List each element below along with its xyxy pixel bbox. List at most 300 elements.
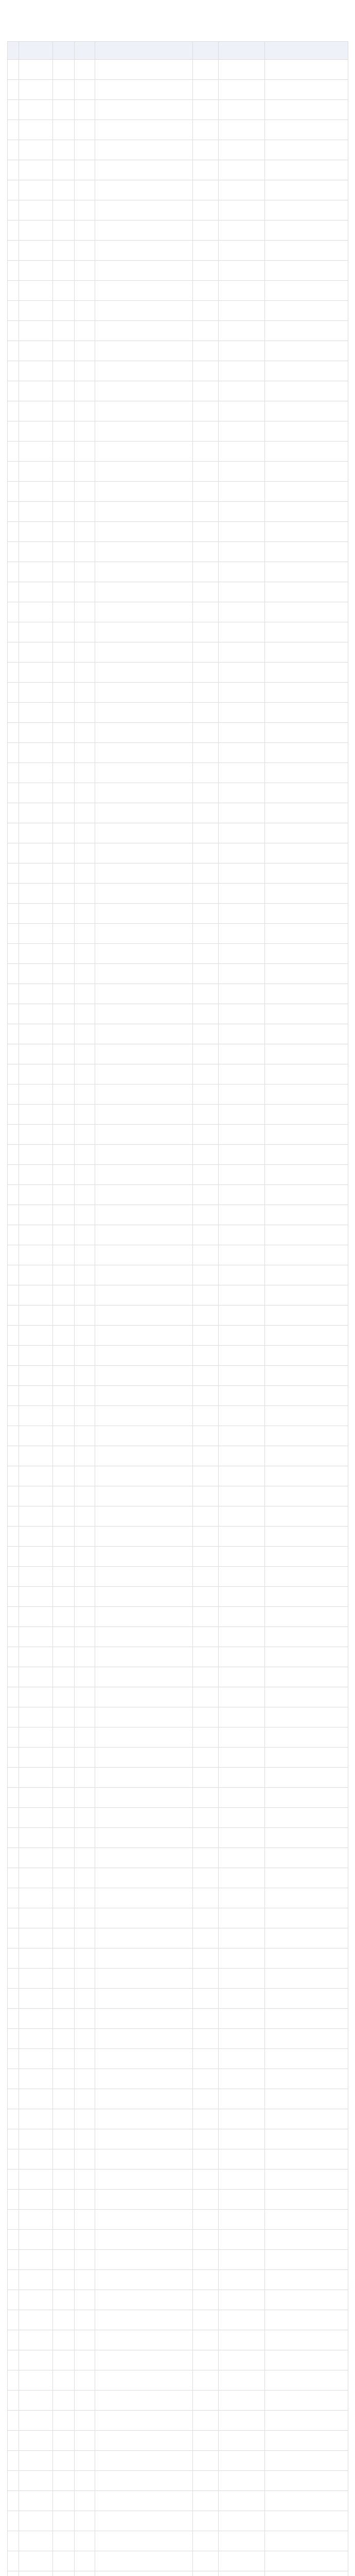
cell-certificate xyxy=(219,1225,265,1245)
cell-code xyxy=(193,1627,219,1647)
cell-date xyxy=(265,1125,348,1145)
cell-type xyxy=(75,421,95,442)
cell-no xyxy=(8,1667,19,1687)
cell-category xyxy=(53,1265,75,1285)
cell-code xyxy=(193,1647,219,1667)
cell-product-name xyxy=(19,1707,53,1727)
cell-product-name xyxy=(19,2149,53,2170)
cell-date xyxy=(265,2170,348,2190)
cell-no xyxy=(8,723,19,743)
cell-category xyxy=(53,1506,75,1527)
cell-certificate xyxy=(219,2190,265,2210)
table-row xyxy=(8,1406,348,1426)
cell-company xyxy=(95,803,193,823)
cell-date xyxy=(265,281,348,301)
table-row xyxy=(8,140,348,160)
cell-company xyxy=(95,763,193,783)
cell-certificate xyxy=(219,1406,265,1426)
cell-no xyxy=(8,602,19,622)
cell-date xyxy=(265,2471,348,2491)
cell-category xyxy=(53,160,75,180)
cell-category xyxy=(53,924,75,944)
cell-type xyxy=(75,2069,95,2089)
cell-date xyxy=(265,602,348,622)
cell-code xyxy=(193,2129,219,2149)
cell-date xyxy=(265,1948,348,1969)
cell-company xyxy=(95,1748,193,1768)
cell-date xyxy=(265,1486,348,1506)
cell-no xyxy=(8,1948,19,1969)
cell-no xyxy=(8,622,19,642)
cell-company xyxy=(95,1948,193,1969)
column-header-date xyxy=(265,42,348,60)
cell-date xyxy=(265,321,348,341)
table-row xyxy=(8,1064,348,1084)
cell-type xyxy=(75,1989,95,2009)
cell-date xyxy=(265,241,348,261)
cell-category xyxy=(53,221,75,241)
cell-type xyxy=(75,2089,95,2109)
cell-no xyxy=(8,482,19,502)
cell-type xyxy=(75,2511,95,2531)
cell-date xyxy=(265,1969,348,1989)
cell-company xyxy=(95,442,193,462)
cell-no xyxy=(8,2531,19,2551)
cell-date xyxy=(265,1084,348,1105)
table-row xyxy=(8,964,348,984)
cell-company xyxy=(95,1406,193,1426)
cell-category xyxy=(53,2009,75,2029)
cell-product-name xyxy=(19,1888,53,1908)
cell-no xyxy=(8,1285,19,1306)
table-row xyxy=(8,884,348,904)
cell-certificate xyxy=(219,602,265,622)
cell-company xyxy=(95,703,193,723)
cell-company xyxy=(95,884,193,904)
cell-no xyxy=(8,1527,19,1547)
cell-date xyxy=(265,1667,348,1687)
cell-type xyxy=(75,1486,95,1506)
cell-company xyxy=(95,984,193,1004)
cell-certificate xyxy=(219,2310,265,2330)
cell-type xyxy=(75,944,95,964)
cell-code xyxy=(193,582,219,602)
cell-type xyxy=(75,1165,95,1185)
cell-code xyxy=(193,1205,219,1225)
cell-certificate xyxy=(219,180,265,200)
cell-category xyxy=(53,723,75,743)
cell-type xyxy=(75,1004,95,1024)
cell-company xyxy=(95,904,193,924)
cell-no xyxy=(8,843,19,863)
cell-type xyxy=(75,602,95,622)
cell-type xyxy=(75,281,95,301)
cell-certificate xyxy=(219,100,265,120)
cell-date xyxy=(265,1567,348,1587)
cell-category xyxy=(53,281,75,301)
cell-type xyxy=(75,582,95,602)
cell-category xyxy=(53,1084,75,1105)
cell-category xyxy=(53,1868,75,1888)
cell-type xyxy=(75,2210,95,2230)
column-header-product-name xyxy=(19,42,53,60)
table-row xyxy=(8,361,348,381)
cell-company xyxy=(95,1928,193,1948)
cell-company xyxy=(95,1768,193,1788)
cell-category xyxy=(53,582,75,602)
cell-type xyxy=(75,1868,95,1888)
cell-type xyxy=(75,100,95,120)
cell-code xyxy=(193,924,219,944)
cell-category xyxy=(53,381,75,401)
table-row xyxy=(8,1527,348,1547)
cell-code xyxy=(193,2571,219,2576)
table-row xyxy=(8,2029,348,2049)
cell-product-name xyxy=(19,1748,53,1768)
table-row xyxy=(8,642,348,663)
cell-certificate xyxy=(219,2270,265,2290)
cell-product-name xyxy=(19,1205,53,1225)
cell-no xyxy=(8,1225,19,1245)
cell-category xyxy=(53,321,75,341)
cell-code xyxy=(193,944,219,964)
cell-certificate xyxy=(219,1506,265,1527)
cell-category xyxy=(53,1446,75,1466)
cell-certificate xyxy=(219,743,265,763)
table-row xyxy=(8,542,348,562)
cell-date xyxy=(265,261,348,281)
cell-date xyxy=(265,1768,348,1788)
cell-product-name xyxy=(19,1064,53,1084)
cell-company xyxy=(95,562,193,582)
cell-code xyxy=(193,1788,219,1808)
cell-type xyxy=(75,1828,95,1848)
cell-company xyxy=(95,1888,193,1908)
cell-no xyxy=(8,1446,19,1466)
cell-code xyxy=(193,1486,219,1506)
cell-date xyxy=(265,1848,348,1868)
cell-company xyxy=(95,120,193,140)
cell-certificate xyxy=(219,1908,265,1928)
cell-no xyxy=(8,1888,19,1908)
cell-product-name xyxy=(19,221,53,241)
cell-code xyxy=(193,2531,219,2551)
cell-no xyxy=(8,1727,19,1748)
cell-category xyxy=(53,442,75,462)
cell-category xyxy=(53,2451,75,2471)
table-row xyxy=(8,2531,348,2551)
cell-certificate xyxy=(219,1306,265,1326)
table-row xyxy=(8,1125,348,1145)
cell-date xyxy=(265,2009,348,2029)
cell-company xyxy=(95,1024,193,1044)
table-row xyxy=(8,1326,348,1346)
cell-code xyxy=(193,1948,219,1969)
table-row xyxy=(8,1928,348,1948)
page-title xyxy=(7,14,348,28)
cell-certificate xyxy=(219,1788,265,1808)
cell-date xyxy=(265,1004,348,1024)
cell-date xyxy=(265,2290,348,2310)
cell-company xyxy=(95,783,193,803)
table-row xyxy=(8,321,348,341)
cell-category xyxy=(53,944,75,964)
page-subtitle xyxy=(7,28,348,36)
cell-product-name xyxy=(19,361,53,381)
cell-code xyxy=(193,2330,219,2350)
table-row xyxy=(8,1105,348,1125)
cell-category xyxy=(53,1064,75,1084)
cell-type xyxy=(75,462,95,482)
cell-product-name xyxy=(19,743,53,763)
cell-category xyxy=(53,2290,75,2310)
cell-product-name xyxy=(19,1306,53,1326)
cell-no xyxy=(8,984,19,1004)
column-header-type xyxy=(75,42,95,60)
cell-certificate xyxy=(219,2370,265,2391)
cell-product-name xyxy=(19,1245,53,1265)
cell-code xyxy=(193,1888,219,1908)
cell-no xyxy=(8,1547,19,1567)
cell-company xyxy=(95,2009,193,2029)
cell-product-name xyxy=(19,1285,53,1306)
cell-product-name xyxy=(19,1265,53,1285)
cell-company xyxy=(95,683,193,703)
cell-product-name xyxy=(19,2350,53,2370)
cell-code xyxy=(193,1908,219,1928)
table-row xyxy=(8,1084,348,1105)
cell-code xyxy=(193,622,219,642)
cell-certificate xyxy=(219,1466,265,1486)
table-row xyxy=(8,2310,348,2330)
cell-company xyxy=(95,1527,193,1547)
cell-company xyxy=(95,1788,193,1808)
cell-company xyxy=(95,2391,193,2411)
cell-certificate xyxy=(219,2491,265,2511)
cell-date xyxy=(265,301,348,321)
table-row xyxy=(8,1567,348,1587)
cell-code xyxy=(193,60,219,80)
cell-company xyxy=(95,1627,193,1647)
cell-category xyxy=(53,964,75,984)
cell-certificate xyxy=(219,1587,265,1607)
cell-product-name xyxy=(19,582,53,602)
cell-code xyxy=(193,1828,219,1848)
cell-code xyxy=(193,743,219,763)
cell-type xyxy=(75,1707,95,1727)
cell-company xyxy=(95,1044,193,1064)
cell-type xyxy=(75,361,95,381)
cell-no xyxy=(8,2029,19,2049)
cell-category xyxy=(53,180,75,200)
cell-certificate xyxy=(219,502,265,522)
cell-category xyxy=(53,984,75,1004)
cell-certificate xyxy=(219,120,265,140)
cell-no xyxy=(8,582,19,602)
cell-no xyxy=(8,1707,19,1727)
cell-product-name xyxy=(19,1446,53,1466)
cell-certificate xyxy=(219,803,265,823)
cell-category xyxy=(53,1828,75,1848)
table-row xyxy=(8,2129,348,2149)
column-header-category xyxy=(53,42,75,60)
cell-date xyxy=(265,1808,348,1828)
cell-certificate xyxy=(219,1084,265,1105)
table-row xyxy=(8,924,348,944)
cell-category xyxy=(53,1105,75,1125)
cell-no xyxy=(8,241,19,261)
cell-date xyxy=(265,2089,348,2109)
cell-date xyxy=(265,442,348,462)
table-row xyxy=(8,803,348,823)
cell-product-name xyxy=(19,1225,53,1245)
table-row xyxy=(8,984,348,1004)
cell-category xyxy=(53,1567,75,1587)
cell-product-name xyxy=(19,1587,53,1607)
cell-category xyxy=(53,823,75,843)
cell-category xyxy=(53,1647,75,1667)
cell-product-name xyxy=(19,2451,53,2471)
cell-category xyxy=(53,1205,75,1225)
cell-code xyxy=(193,2270,219,2290)
cell-type xyxy=(75,1607,95,1627)
cell-no xyxy=(8,1466,19,1486)
cell-type xyxy=(75,1426,95,1446)
cell-category xyxy=(53,1607,75,1627)
cell-no xyxy=(8,160,19,180)
cell-code xyxy=(193,502,219,522)
cell-product-name xyxy=(19,401,53,421)
cell-certificate xyxy=(219,2210,265,2230)
cell-date xyxy=(265,2129,348,2149)
cell-category xyxy=(53,2491,75,2511)
cell-date xyxy=(265,1928,348,1948)
cell-category xyxy=(53,1727,75,1748)
cell-code xyxy=(193,200,219,221)
table-row xyxy=(8,2290,348,2310)
cell-code xyxy=(193,663,219,683)
cell-type xyxy=(75,1687,95,1707)
cell-certificate xyxy=(219,1687,265,1707)
cell-certificate xyxy=(219,642,265,663)
cell-product-name xyxy=(19,2330,53,2350)
cell-no xyxy=(8,1205,19,1225)
cell-type xyxy=(75,2451,95,2471)
cell-date xyxy=(265,1205,348,1225)
cell-date xyxy=(265,1446,348,1466)
cell-product-name xyxy=(19,1366,53,1386)
cell-product-name xyxy=(19,1406,53,1426)
cell-certificate xyxy=(219,1185,265,1205)
cell-type xyxy=(75,1225,95,1245)
cell-company xyxy=(95,462,193,482)
cell-product-name xyxy=(19,2531,53,2551)
cell-code xyxy=(193,703,219,723)
cell-no xyxy=(8,1366,19,1386)
cell-type xyxy=(75,1948,95,1969)
table-row xyxy=(8,421,348,442)
cell-product-name xyxy=(19,2551,53,2571)
cell-no xyxy=(8,502,19,522)
cell-type xyxy=(75,642,95,663)
cell-certificate xyxy=(219,1928,265,1948)
column-header-code xyxy=(193,42,219,60)
cell-category xyxy=(53,1004,75,1024)
cell-type xyxy=(75,200,95,221)
cell-no xyxy=(8,743,19,763)
table-row xyxy=(8,1848,348,1868)
table-row xyxy=(8,944,348,964)
table-row xyxy=(8,1888,348,1908)
cell-category xyxy=(53,2571,75,2576)
cell-company xyxy=(95,140,193,160)
table-row xyxy=(8,160,348,180)
table-row xyxy=(8,1024,348,1044)
cell-type xyxy=(75,1527,95,1547)
cell-company xyxy=(95,60,193,80)
cell-code xyxy=(193,542,219,562)
table-row xyxy=(8,261,348,281)
cell-date xyxy=(265,2350,348,2370)
table-row xyxy=(8,2009,348,2029)
cell-code xyxy=(193,1687,219,1707)
cell-certificate xyxy=(219,281,265,301)
cell-no xyxy=(8,1105,19,1125)
cell-date xyxy=(265,1627,348,1647)
table-row xyxy=(8,843,348,863)
cell-category xyxy=(53,2029,75,2049)
cell-type xyxy=(75,703,95,723)
cell-date xyxy=(265,2571,348,2576)
table-row xyxy=(8,482,348,502)
cell-code xyxy=(193,642,219,663)
cell-category xyxy=(53,140,75,160)
cell-company xyxy=(95,522,193,542)
cell-company xyxy=(95,2310,193,2330)
cell-product-name xyxy=(19,2250,53,2270)
cell-code xyxy=(193,1707,219,1727)
cell-certificate xyxy=(219,2350,265,2370)
table-row xyxy=(8,2330,348,2350)
cell-no xyxy=(8,2069,19,2089)
cell-no xyxy=(8,1587,19,1607)
cell-category xyxy=(53,2250,75,2270)
cell-type xyxy=(75,2350,95,2370)
cell-type xyxy=(75,2190,95,2210)
cell-code xyxy=(193,2109,219,2129)
cell-type xyxy=(75,1466,95,1486)
cell-date xyxy=(265,863,348,884)
cell-code xyxy=(193,803,219,823)
table-row xyxy=(8,1707,348,1727)
cell-code xyxy=(193,482,219,502)
table-row xyxy=(8,2491,348,2511)
cell-company xyxy=(95,1486,193,1506)
cell-date xyxy=(265,1527,348,1547)
approval-table xyxy=(7,41,348,2576)
cell-category xyxy=(53,622,75,642)
cell-product-name xyxy=(19,924,53,944)
cell-category xyxy=(53,1788,75,1808)
cell-product-name xyxy=(19,2210,53,2230)
cell-product-name xyxy=(19,642,53,663)
cell-type xyxy=(75,2571,95,2576)
cell-product-name xyxy=(19,1788,53,1808)
cell-certificate xyxy=(219,2049,265,2069)
cell-category xyxy=(53,1748,75,1768)
table-row xyxy=(8,2551,348,2571)
cell-company xyxy=(95,200,193,221)
